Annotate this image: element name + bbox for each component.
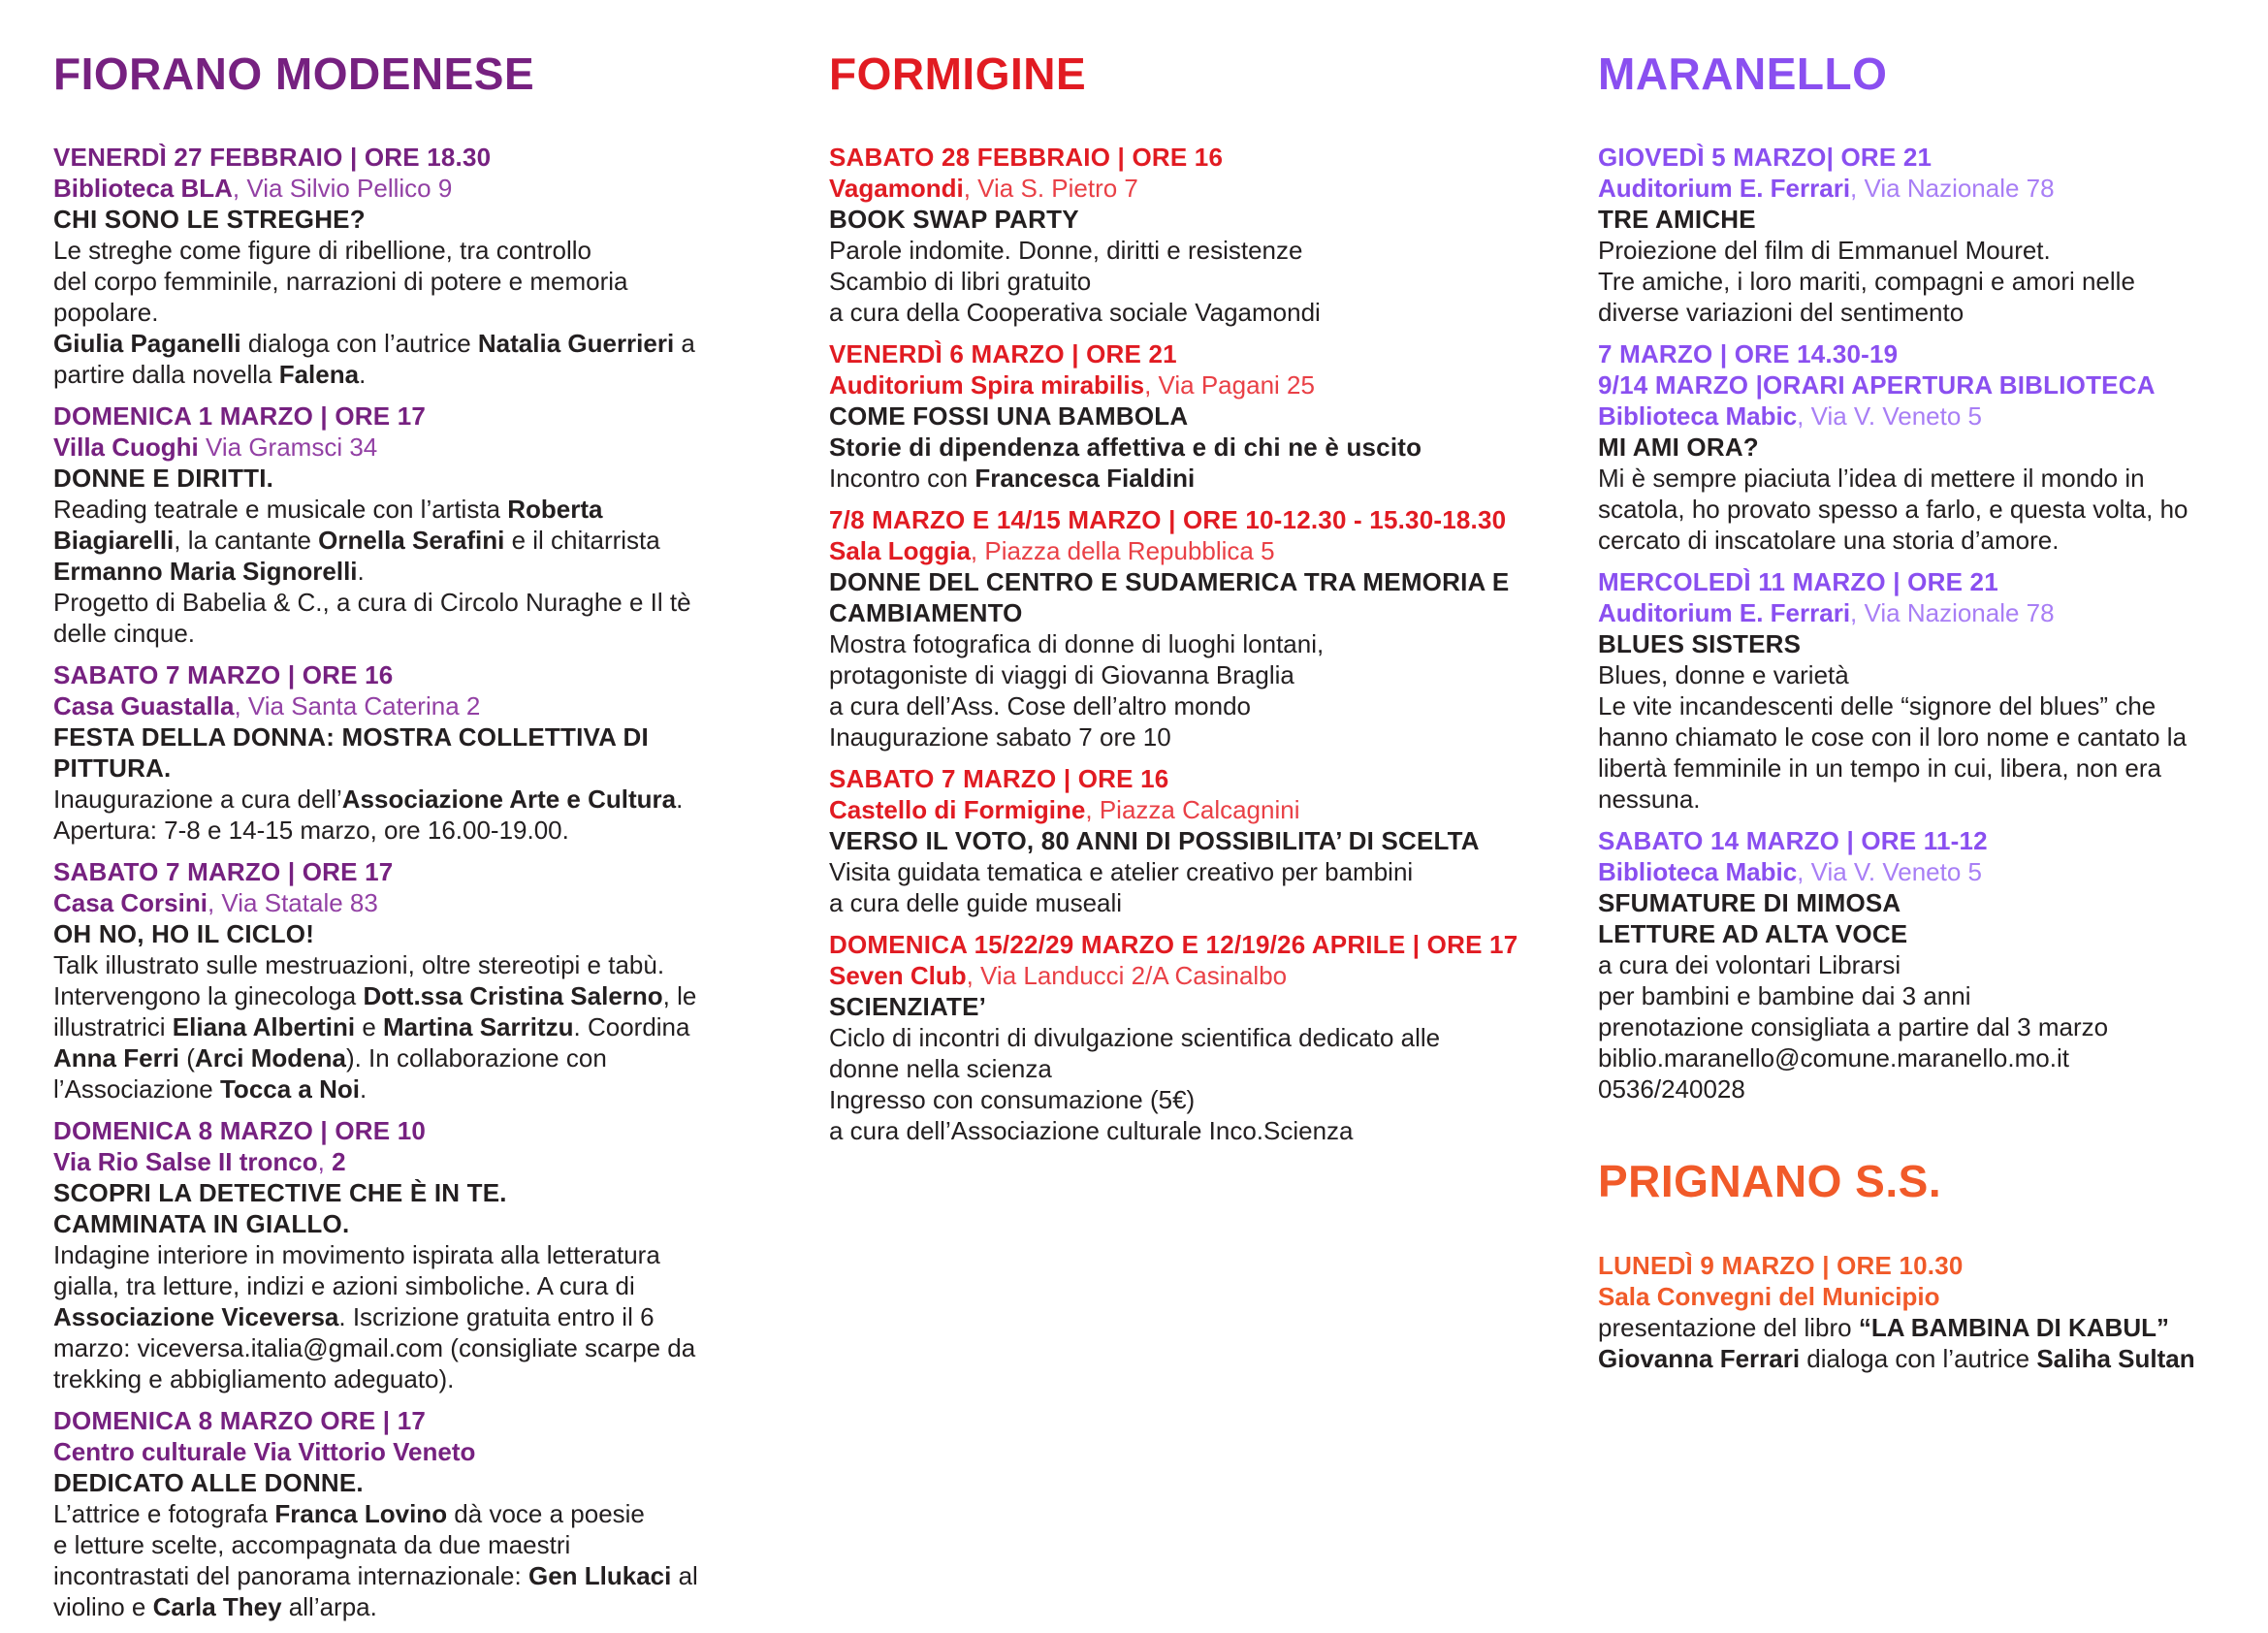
event-title — [829, 432, 1531, 463]
text-segment: Tre amiche, i loro mariti, compagni e amori nelle — [1598, 267, 2135, 297]
text-segment: biblio.maranello@comune.maranello.mo.it — [1598, 1043, 2069, 1073]
text-segment: diverse variazioni del sentimento — [1598, 298, 1965, 328]
text-segment: , Via V. Veneto 5 — [1797, 401, 1982, 432]
text-segment: Franca Lovino — [274, 1499, 448, 1529]
event-text — [53, 784, 732, 815]
text-segment: ). In collaborazione con — [345, 1043, 607, 1073]
text-segment: Casa Corsini — [53, 888, 208, 918]
event-text — [829, 690, 1531, 721]
text-segment: BLUES SISTERS — [1598, 629, 1802, 659]
event-text — [829, 235, 1531, 266]
text-segment: marzo: viceversa.italia@gmail.com (consigliate scarpe da — [53, 1333, 696, 1363]
text-segment: cercato di inscatolare una storia d’amore. — [1598, 526, 2060, 556]
text-segment: a cura della Cooperativa sociale Vagamondi — [829, 298, 1321, 328]
event-venue — [829, 794, 1531, 825]
event-venue — [53, 173, 732, 204]
text-segment: dà voce a poesie — [447, 1499, 645, 1529]
event-text — [53, 1363, 732, 1394]
event-text — [829, 1022, 1531, 1053]
text-segment: , Via Nazionale 78 — [1850, 598, 2055, 628]
text-segment: Carla They — [152, 1592, 282, 1622]
event-venue — [53, 1436, 732, 1467]
event-text — [53, 949, 732, 980]
section-title-prignano: PRIGNANO S.S. — [1598, 1156, 1942, 1207]
event-title — [53, 1208, 732, 1239]
text-segment: DONNE DEL CENTRO E SUDAMERICA TRA MEMORIA E — [829, 567, 1510, 597]
event-text — [1598, 1011, 2238, 1042]
event-text — [829, 1084, 1531, 1115]
event-text — [829, 721, 1531, 752]
text-segment: TRE AMICHE — [1598, 205, 1756, 235]
event — [53, 659, 732, 846]
text-segment: al — [671, 1561, 698, 1591]
text-segment: del corpo femminile, narrazioni di potere e memoria — [53, 267, 628, 297]
text-segment: SFUMATURE DI MIMOSA — [1598, 888, 1901, 918]
event-text — [53, 1591, 732, 1622]
text-segment: e letture scelte, accompagnata da due maestri — [53, 1530, 571, 1560]
event-title — [829, 566, 1531, 597]
text-segment: libertà femminile in un tempo in cui, libera, non era — [1598, 753, 2161, 784]
event-text — [53, 1011, 732, 1042]
event-date — [829, 504, 1531, 535]
event-venue — [1598, 173, 2238, 204]
column-2 — [829, 50, 1531, 1157]
text-segment: trekking e abbigliamento adeguato). — [53, 1364, 455, 1394]
event-text — [1598, 494, 2238, 525]
text-segment: , Piazza Calcagnini — [1085, 795, 1300, 825]
event — [53, 400, 732, 649]
event-title — [829, 991, 1531, 1022]
text-segment: . — [360, 1074, 367, 1105]
event — [1598, 566, 2238, 815]
event-venue — [829, 173, 1531, 204]
event-text — [53, 266, 732, 297]
event-date — [53, 659, 732, 690]
event — [829, 142, 1531, 328]
text-segment: a cura dell’Ass. Cose dell’altro mondo — [829, 691, 1251, 721]
event-text — [829, 659, 1531, 690]
text-segment: OH NO, HO IL CICLO! — [53, 919, 315, 949]
text-segment: Villa Cuoghi — [53, 432, 199, 463]
event-title — [829, 597, 1531, 628]
event-title — [1598, 887, 2238, 918]
text-segment: SABATO 28 FEBBRAIO | ORE 16 — [829, 143, 1224, 173]
text-segment: ( — [179, 1043, 195, 1073]
event-text — [53, 1498, 732, 1529]
text-segment: , Via S. Pietro 7 — [963, 174, 1138, 204]
text-segment: e il chitarrista — [504, 526, 660, 556]
text-segment: MERCOLEDÌ 11 MARZO | ORE 21 — [1598, 567, 1998, 597]
event-date — [1598, 566, 2238, 597]
event-text — [1598, 949, 2238, 980]
text-segment: , Via Statale 83 — [207, 888, 378, 918]
event-date — [1598, 825, 2238, 856]
event-title — [53, 918, 732, 949]
text-segment: Le vite incandescenti delle “signore del blues” che — [1598, 691, 2156, 721]
text-segment: PITTURA. — [53, 753, 172, 784]
text-segment: Sala Convegni del Municipio — [1598, 1281, 1940, 1311]
text-segment: Giulia Paganelli — [53, 329, 241, 359]
text-segment: Parole indomite. Donne, diritti e resistenze — [829, 236, 1303, 266]
event-title — [829, 825, 1531, 856]
event-date — [1598, 1250, 2238, 1281]
event-title — [53, 204, 732, 235]
text-segment: Saliha Sultan — [2036, 1343, 2195, 1373]
event-text — [1598, 235, 2238, 266]
text-segment: SABATO 7 MARZO | ORE 16 — [53, 660, 394, 690]
text-segment: a cura dell’Associazione culturale Inco.Scienza — [829, 1116, 1354, 1146]
text-segment: Apertura: 7-8 e 14-15 marzo, ore 16.00-19.00. — [53, 816, 569, 846]
text-segment: DEDICATO ALLE DONNE. — [53, 1468, 364, 1498]
event-venue — [829, 535, 1531, 566]
event-date — [53, 856, 732, 887]
text-segment: L’attrice e fotografa — [53, 1499, 275, 1529]
text-segment: a — [674, 329, 695, 359]
text-segment: Inaugurazione sabato 7 ore 10 — [829, 722, 1171, 752]
text-segment: nessuna. — [1598, 784, 1701, 815]
text-segment: scatola, ho provato spesso a farlo, e questa volta, ho — [1598, 495, 2188, 525]
text-segment: , Piazza della Repubblica 5 — [970, 536, 1275, 566]
event-date — [829, 929, 1531, 960]
text-segment: . — [357, 557, 365, 587]
text-segment: Via Rio Salse II tronco — [53, 1147, 318, 1177]
event-text — [1598, 980, 2238, 1011]
event-title — [53, 1467, 732, 1498]
event-text — [53, 1332, 732, 1363]
text-segment: , Via Nazionale 78 — [1850, 174, 2055, 204]
text-segment: SABATO 14 MARZO | ORE 11-12 — [1598, 826, 1988, 856]
event-text — [1598, 690, 2238, 721]
event-venue — [53, 432, 732, 463]
text-segment: LETTURE AD ALTA VOCE — [1598, 919, 1908, 949]
event-venue — [1598, 597, 2238, 628]
text-segment: “LA BAMBINA DI KABUL” — [1858, 1312, 2169, 1342]
text-segment: a cura dei volontari Librarsi — [1598, 950, 1901, 980]
text-segment: , Via V. Veneto 5 — [1797, 857, 1982, 887]
event-text — [1598, 525, 2238, 556]
event-title — [53, 463, 732, 494]
event-title — [1598, 628, 2238, 659]
text-segment: Reading teatrale e musicale con l’artista — [53, 495, 508, 525]
event-text — [829, 297, 1531, 328]
text-segment: Scambio di libri gratuito — [829, 267, 1092, 297]
text-segment: partire dalla novella — [53, 360, 279, 390]
event-text — [1598, 463, 2238, 494]
text-segment: Ermanno Maria Signorelli — [53, 557, 358, 587]
section-prignano — [1598, 1158, 2238, 1373]
event-date — [829, 338, 1531, 369]
text-segment: DOMENICA 8 MARZO | ORE 10 — [53, 1116, 427, 1146]
event — [1598, 142, 2238, 328]
event-text — [829, 1053, 1531, 1084]
event-venue — [829, 369, 1531, 400]
text-segment: delle cinque. — [53, 619, 195, 649]
event-text — [53, 328, 732, 359]
event-text — [53, 235, 732, 266]
event-text — [829, 463, 1531, 494]
event-text — [53, 815, 732, 846]
text-segment: Via Gramsci 34 — [198, 432, 378, 463]
section-title-formigine: FORMIGINE — [829, 48, 1087, 99]
text-segment: Biblioteca BLA — [53, 174, 233, 204]
event — [53, 142, 732, 390]
text-segment: incontrastati del panorama internazionale: — [53, 1561, 528, 1591]
event-title — [53, 1177, 732, 1208]
text-segment: Vagamondi — [829, 174, 964, 204]
text-segment: Casa Guastalla — [53, 691, 235, 721]
text-segment: COME FOSSI UNA BAMBOLA — [829, 401, 1189, 432]
event-title — [1598, 432, 2238, 463]
event-text — [53, 1073, 732, 1105]
section-maranello — [1598, 50, 2238, 1105]
section-formigine — [829, 50, 1531, 1146]
event-text — [1598, 1312, 2238, 1343]
event-venue — [53, 690, 732, 721]
event — [1598, 338, 2238, 556]
text-segment: dialoga con l’autrice — [240, 329, 478, 359]
section-title-fiorano: FIORANO MODENESE — [53, 48, 535, 99]
event-venue — [1598, 1281, 2238, 1312]
text-segment: Le streghe come figure di ribellione, tra controllo — [53, 236, 591, 266]
event-title — [829, 204, 1531, 235]
event — [53, 856, 732, 1105]
event — [829, 929, 1531, 1146]
event-text — [1598, 752, 2238, 784]
text-segment: Proiezione del film di Emmanuel Mouret. — [1598, 236, 2051, 266]
text-segment: . — [676, 784, 684, 815]
text-segment: illustratrici — [53, 1012, 173, 1042]
text-segment: 7 MARZO | ORE 14.30-19 — [1598, 339, 1899, 369]
text-segment: , Via Landucci 2/A Casinalbo — [966, 961, 1288, 991]
event-text — [1598, 1042, 2238, 1073]
text-segment: a cura delle guide museali — [829, 888, 1123, 918]
text-segment: CHI SONO LE STREGHE? — [53, 205, 366, 235]
text-segment: Seven Club — [829, 961, 967, 991]
event-date — [829, 142, 1531, 173]
text-segment: popolare. — [53, 298, 159, 328]
text-segment: Progetto di Babelia & C., a cura di Circolo Nuraghe e Il tè — [53, 588, 691, 618]
text-segment: l’Associazione — [53, 1074, 220, 1105]
text-segment: . Iscrizione gratuita entro il 6 — [338, 1302, 655, 1332]
event — [53, 1405, 732, 1622]
event-date — [829, 763, 1531, 794]
text-segment: Mostra fotografica di donne di luoghi lontani, — [829, 629, 1325, 659]
text-segment: Francesca Fialdini — [974, 464, 1196, 494]
text-segment: Indagine interiore in movimento ispirata alla letteratura — [53, 1240, 660, 1270]
section-title-maranello: MARANELLO — [1598, 48, 1888, 99]
text-segment: Arci Modena — [194, 1043, 346, 1073]
event-text — [53, 587, 732, 618]
text-segment: DOMENICA 15/22/29 MARZO E 12/19/26 APRILE | ORE 17 — [829, 930, 1518, 960]
event-date — [53, 1405, 732, 1436]
event-date — [1598, 338, 2238, 369]
text-segment: , la cantante — [174, 526, 319, 556]
text-segment: FESTA DELLA DONNA: MOSTRA COLLETTIVA DI — [53, 722, 649, 752]
text-segment: SCOPRI LA DETECTIVE CHE È IN TE. — [53, 1178, 507, 1208]
event-title — [1598, 918, 2238, 949]
event-text — [53, 1301, 732, 1332]
text-segment: Sala Loggia — [829, 536, 971, 566]
event — [829, 763, 1531, 918]
text-segment: Castello di Formigine — [829, 795, 1086, 825]
event-text — [1598, 1073, 2238, 1105]
text-segment: VENERDÌ 27 FEBBRAIO | ORE 18.30 — [53, 143, 492, 173]
text-segment: CAMMINATA IN GIALLO. — [53, 1209, 350, 1239]
text-segment: CAMBIAMENTO — [829, 598, 1023, 628]
text-segment: prenotazione consigliata a partire dal 3 marzo — [1598, 1012, 2109, 1042]
text-segment: , Via Pagani 25 — [1144, 370, 1315, 400]
event-text — [1598, 297, 2238, 328]
event — [1598, 1250, 2238, 1374]
text-segment: , Via Silvio Pellico 9 — [232, 174, 453, 204]
text-segment: Mi è sempre piaciuta l’idea di mettere il mondo in — [1598, 464, 2145, 494]
text-segment: Associazione Arte e Cultura — [341, 784, 677, 815]
column-3 — [1598, 50, 2238, 1385]
text-segment: DOMENICA 8 MARZO ORE | 17 — [53, 1406, 427, 1436]
event-title — [829, 400, 1531, 432]
event-title — [53, 752, 732, 784]
event-text — [1598, 1343, 2238, 1374]
event-date — [53, 142, 732, 173]
event-text — [829, 628, 1531, 659]
text-segment: Ornella Serafini — [318, 526, 505, 556]
text-segment: Biblioteca Mabic — [1598, 857, 1798, 887]
text-segment: Roberta — [507, 495, 603, 525]
text-segment: Dott.ssa Cristina Salerno — [363, 981, 663, 1011]
text-segment: , Via Santa Caterina 2 — [234, 691, 481, 721]
section-fiorano — [53, 50, 732, 1622]
text-segment: Talk illustrato sulle mestruazioni, oltre stereotipi e tabù. — [53, 950, 665, 980]
event-text — [1598, 721, 2238, 752]
event-venue — [53, 1146, 732, 1177]
text-segment: presentazione del libro — [1598, 1312, 1859, 1342]
text-segment: SABATO 7 MARZO | ORE 16 — [829, 764, 1169, 794]
event-text — [53, 1529, 732, 1560]
event-text — [53, 980, 732, 1011]
text-segment: VENERDÌ 6 MARZO | ORE 21 — [829, 339, 1177, 369]
event-text — [829, 887, 1531, 918]
event-title — [53, 721, 732, 752]
text-segment: Martina Sarritzu — [383, 1012, 574, 1042]
text-segment: e — [355, 1012, 384, 1042]
event-text — [53, 1239, 732, 1270]
text-segment: , — [317, 1147, 333, 1177]
text-segment: , le — [662, 981, 697, 1011]
text-segment: Auditorium Spira mirabilis — [829, 370, 1145, 400]
text-segment: 0536/240028 — [1598, 1074, 1745, 1105]
text-segment: Storie di dipendenza affettiva e di chi ne è uscito — [829, 432, 1422, 463]
event — [829, 504, 1531, 752]
text-segment: donne nella scienza — [829, 1054, 1052, 1084]
event — [1598, 825, 2238, 1105]
text-segment: LUNEDÌ 9 MARZO | ORE 10.30 — [1598, 1250, 1964, 1280]
text-segment: . — [359, 360, 367, 390]
text-segment: violino e — [53, 1592, 153, 1622]
event-text — [53, 359, 732, 390]
event-text — [53, 1270, 732, 1301]
event-date — [1598, 142, 2238, 173]
event — [53, 1115, 732, 1394]
text-segment: Gen Llukaci — [527, 1561, 672, 1591]
text-segment: Incontro con — [829, 464, 975, 494]
text-segment: DOMENICA 1 MARZO | ORE 17 — [53, 401, 427, 432]
text-segment: Visita guidata tematica e atelier creativo per bambini — [829, 857, 1414, 887]
text-segment: Anna Ferri — [53, 1043, 180, 1073]
column-1 — [53, 50, 732, 1633]
text-segment: Auditorium E. Ferrari — [1598, 598, 1851, 628]
event-venue — [1598, 856, 2238, 887]
text-segment: GIOVEDÌ 5 MARZO| ORE 21 — [1598, 143, 1933, 173]
event-date — [53, 1115, 732, 1146]
text-segment: Tocca a Noi — [219, 1074, 360, 1105]
event-text — [53, 525, 732, 556]
text-segment: per bambini e bambine dai 3 anni — [1598, 981, 1971, 1011]
event-text — [53, 297, 732, 328]
event — [829, 338, 1531, 494]
text-segment: BOOK SWAP PARTY — [829, 205, 1079, 235]
text-segment: Ciclo di incontri di divulgazione scientifica dedicato alle — [829, 1023, 1441, 1053]
text-segment: dialoga con l’autrice — [1800, 1343, 2037, 1373]
event-text — [829, 1115, 1531, 1146]
text-segment: Eliana Albertini — [172, 1012, 356, 1042]
event-text — [829, 856, 1531, 887]
text-segment: Giovanna Ferrari — [1598, 1343, 1801, 1373]
text-segment: 7/8 MARZO E 14/15 MARZO | ORE 10-12.30 - 15.30-18.30 — [829, 505, 1507, 535]
event-text — [53, 494, 732, 525]
text-segment: hanno chiamato le cose con il loro nome e cantato la — [1598, 722, 2188, 752]
text-segment: Centro culturale Via Vittorio Veneto — [53, 1437, 476, 1467]
event-venue — [1598, 400, 2238, 432]
event-text — [829, 266, 1531, 297]
event-text — [53, 556, 732, 587]
event-title — [1598, 204, 2238, 235]
text-segment: Ingresso con consumazione (5€) — [829, 1085, 1196, 1115]
text-segment: protagoniste di viaggi di Giovanna Braglia — [829, 660, 1294, 690]
text-segment: 9/14 MARZO |ORARI APERTURA BIBLIOTECA — [1598, 370, 2156, 400]
event-text — [1598, 784, 2238, 815]
event-date — [1598, 369, 2238, 400]
text-segment: Auditorium E. Ferrari — [1598, 174, 1851, 204]
text-segment: MI AMI ORA? — [1598, 432, 1759, 463]
event-text — [53, 618, 732, 649]
event-date — [53, 400, 732, 432]
text-segment: all’arpa. — [281, 1592, 377, 1622]
text-segment: DONNE E DIRITTI. — [53, 464, 274, 494]
event-text — [1598, 659, 2238, 690]
text-segment: SABATO 7 MARZO | ORE 17 — [53, 857, 394, 887]
text-segment: Natalia Guerrieri — [477, 329, 675, 359]
event-text — [1598, 266, 2238, 297]
text-segment: Biagiarelli — [53, 526, 175, 556]
text-segment: gialla, tra letture, indizi e azioni simboliche. A cura di — [53, 1271, 635, 1301]
text-segment: Inaugurazione a cura dell’ — [53, 784, 342, 815]
text-segment: Falena — [278, 360, 360, 390]
text-segment: 2 — [332, 1147, 346, 1177]
event-venue — [829, 960, 1531, 991]
event-text — [53, 1042, 732, 1073]
text-segment: VERSO IL VOTO, 80 ANNI DI POSSIBILITA’ DI SCELTA — [829, 826, 1480, 856]
text-segment: Associazione Viceversa — [53, 1302, 339, 1332]
text-segment: Intervengono la ginecologa — [53, 981, 364, 1011]
text-segment: . Coordina — [573, 1012, 690, 1042]
event-text — [53, 1560, 732, 1591]
text-segment: SCIENZIATE’ — [829, 992, 987, 1022]
event-venue — [53, 887, 732, 918]
text-segment: Biblioteca Mabic — [1598, 401, 1798, 432]
text-segment: Blues, donne e varietà — [1598, 660, 1849, 690]
